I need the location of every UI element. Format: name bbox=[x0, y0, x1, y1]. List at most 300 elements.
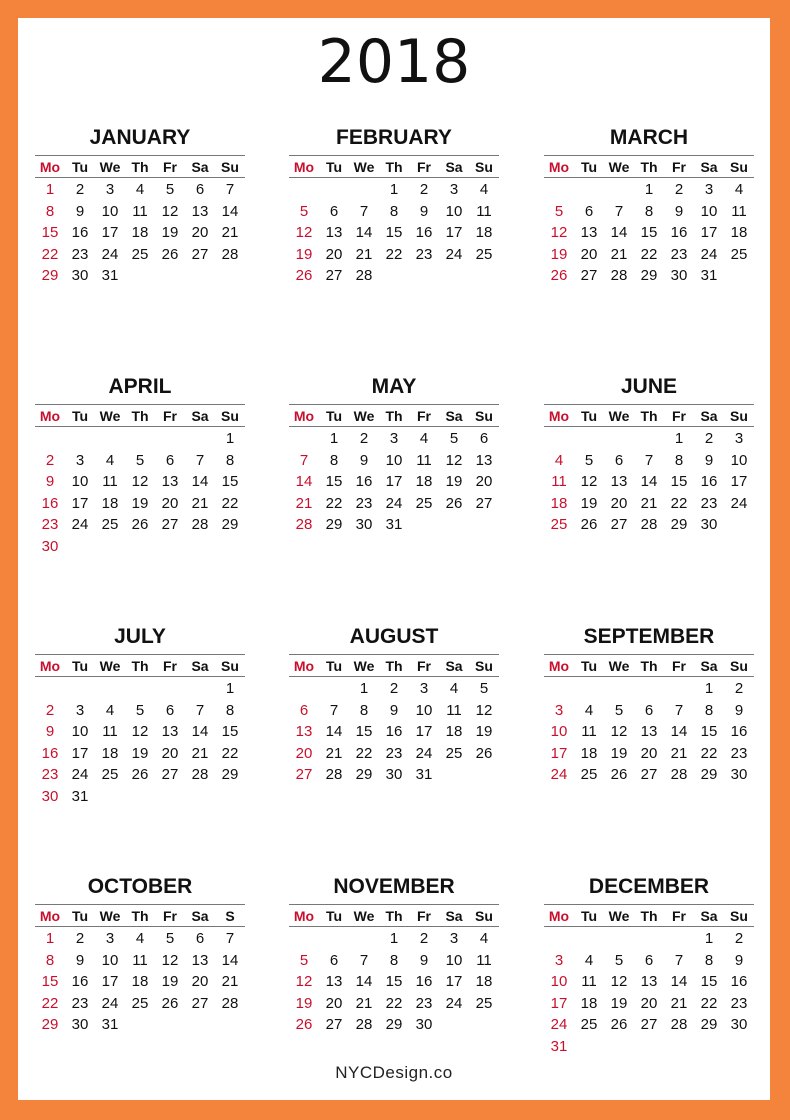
weekday-label: Su bbox=[221, 658, 239, 674]
day-cell: 29 bbox=[325, 516, 343, 533]
empty-cell bbox=[215, 265, 245, 287]
weekday-label: We bbox=[608, 408, 630, 424]
day-cell: 22 bbox=[325, 494, 343, 512]
week-row bbox=[35, 244, 245, 266]
day-cell: 14 bbox=[670, 973, 688, 990]
day-cell: 20 bbox=[640, 744, 658, 762]
weekday-label: Fr bbox=[417, 908, 431, 924]
day-cell: 22 bbox=[221, 494, 239, 512]
week-row bbox=[544, 678, 754, 700]
day-cell: 17 bbox=[71, 494, 89, 512]
day-cell: 20 bbox=[191, 224, 209, 241]
day-cell: 21 bbox=[295, 494, 313, 512]
weekday-label: Sa bbox=[445, 159, 463, 175]
empty-cell bbox=[439, 764, 469, 786]
empty-cell bbox=[215, 536, 245, 558]
day-cell: 15 bbox=[221, 723, 239, 740]
empty-cell bbox=[185, 428, 215, 450]
day-cell: 17 bbox=[415, 723, 433, 740]
day-cell: 26 bbox=[161, 994, 179, 1012]
day-cell: 7 bbox=[329, 701, 339, 719]
weekday-header bbox=[289, 655, 499, 677]
day-cell: 19 bbox=[580, 494, 598, 512]
day-cell: 5 bbox=[165, 181, 175, 198]
day-cell: 6 bbox=[614, 451, 624, 469]
day-cell: 13 bbox=[610, 473, 628, 490]
weekday-header bbox=[544, 156, 754, 178]
day-cell: 2 bbox=[674, 181, 684, 198]
day-cell: 11 bbox=[132, 951, 148, 969]
day-cell: 17 bbox=[385, 473, 403, 490]
day-cell: 27 bbox=[191, 245, 209, 263]
week-row bbox=[544, 514, 754, 536]
day-cell: 12 bbox=[161, 202, 179, 220]
weekday-label: Fr bbox=[163, 408, 177, 424]
day-cell: 15 bbox=[41, 973, 59, 990]
day-cell: 18 bbox=[445, 723, 463, 740]
day-cell: 14 bbox=[670, 723, 688, 740]
day-cell: 6 bbox=[479, 430, 489, 447]
day-cell: 1 bbox=[225, 680, 235, 697]
week-row bbox=[35, 721, 245, 743]
day-cell: 11 bbox=[476, 951, 492, 969]
weekday-label: Tu bbox=[580, 908, 598, 924]
month-name: DECEMBER bbox=[588, 875, 710, 898]
empty-cell bbox=[409, 265, 439, 287]
day-cell: 16 bbox=[355, 473, 373, 490]
day-cell: 19 bbox=[295, 245, 313, 263]
day-cell: 2 bbox=[704, 430, 714, 447]
weekday-label: Tu bbox=[580, 159, 598, 175]
day-cell: 6 bbox=[584, 202, 594, 220]
day-cell: 16 bbox=[700, 473, 718, 490]
empty-cell bbox=[604, 428, 634, 450]
day-cell: 5 bbox=[449, 430, 459, 447]
month-september bbox=[544, 620, 754, 786]
week-row bbox=[544, 222, 754, 244]
day-cell: 9 bbox=[389, 701, 399, 719]
day-cell: 18 bbox=[131, 224, 149, 241]
day-cell: 10 bbox=[700, 202, 718, 220]
day-cell: 2 bbox=[75, 181, 85, 198]
day-cell: 26 bbox=[610, 766, 628, 783]
day-cell: 14 bbox=[355, 224, 373, 241]
weekday-label: Sa bbox=[700, 658, 718, 674]
week-row bbox=[35, 201, 245, 223]
day-cell: 2 bbox=[419, 181, 429, 198]
weekday-label: Tu bbox=[71, 908, 89, 924]
weekday-label: We bbox=[353, 408, 375, 424]
day-cell: 28 bbox=[610, 267, 628, 284]
week-row bbox=[289, 743, 499, 765]
day-cell: 18 bbox=[475, 973, 493, 990]
weekday-label: We bbox=[99, 159, 121, 175]
day-cell: 5 bbox=[299, 202, 309, 220]
day-cell: 9 bbox=[704, 451, 714, 469]
day-cell: 12 bbox=[580, 473, 598, 490]
empty-cell bbox=[469, 514, 499, 536]
day-cell: 9 bbox=[674, 202, 684, 220]
day-cell: 23 bbox=[700, 494, 718, 512]
week-row bbox=[35, 222, 245, 244]
day-cell: 22 bbox=[385, 994, 403, 1012]
day-cell: 1 bbox=[704, 680, 714, 697]
week-row bbox=[35, 265, 245, 287]
day-cell: 20 bbox=[325, 994, 343, 1012]
day-cell: 22 bbox=[41, 994, 59, 1012]
day-cell: 15 bbox=[700, 723, 718, 740]
day-cell: 8 bbox=[389, 951, 399, 969]
day-cell: 15 bbox=[325, 473, 343, 490]
week-row bbox=[35, 493, 245, 515]
day-cell: 27 bbox=[161, 766, 179, 783]
weekday-label: Th bbox=[385, 159, 403, 175]
weekday-label: Sa bbox=[191, 159, 209, 175]
week-row bbox=[289, 514, 499, 536]
day-cell: 26 bbox=[475, 744, 493, 762]
weekday-label: Fr bbox=[672, 159, 686, 175]
week-row bbox=[35, 743, 245, 765]
day-cell: 12 bbox=[131, 473, 149, 490]
empty-cell bbox=[439, 265, 469, 287]
week-row bbox=[544, 928, 754, 950]
day-cell: 14 bbox=[640, 473, 658, 490]
day-cell: 8 bbox=[45, 202, 55, 220]
day-cell: 20 bbox=[610, 494, 628, 512]
site-credit: NYCDesign.co bbox=[335, 1063, 453, 1082]
day-cell: 2 bbox=[75, 930, 85, 947]
day-cell: 23 bbox=[415, 994, 433, 1012]
day-cell: 11 bbox=[581, 973, 597, 990]
day-cell: 27 bbox=[610, 516, 628, 533]
weekday-label: Su bbox=[730, 408, 748, 424]
day-cell: 24 bbox=[101, 245, 119, 263]
week-row bbox=[289, 928, 499, 950]
day-cell: 19 bbox=[550, 245, 568, 263]
day-cell: 14 bbox=[325, 723, 343, 740]
empty-cell bbox=[155, 428, 185, 450]
week-row bbox=[544, 493, 754, 515]
day-cell: 7 bbox=[359, 951, 369, 969]
day-cell: 7 bbox=[195, 701, 205, 719]
week-row bbox=[289, 244, 499, 266]
day-cell: 1 bbox=[45, 181, 55, 198]
day-cell: 12 bbox=[161, 951, 179, 969]
month-name: JUNE bbox=[620, 375, 678, 398]
weekday-label: Th bbox=[385, 408, 403, 424]
day-cell: 19 bbox=[295, 994, 313, 1012]
week-row bbox=[289, 700, 499, 722]
weekday-label: Fr bbox=[417, 658, 431, 674]
day-cell: 18 bbox=[475, 224, 493, 241]
empty-cell bbox=[469, 1014, 499, 1036]
day-cell: 3 bbox=[105, 930, 115, 947]
day-cell: 12 bbox=[445, 451, 463, 469]
empty-cell bbox=[664, 678, 694, 700]
weekday-label: Fr bbox=[672, 408, 686, 424]
day-cell: 7 bbox=[299, 451, 309, 469]
day-cell: 10 bbox=[71, 723, 89, 740]
day-cell: 12 bbox=[610, 723, 628, 740]
week-row bbox=[544, 265, 754, 287]
week-row bbox=[289, 265, 499, 287]
day-cell: 5 bbox=[479, 680, 489, 697]
day-cell: 29 bbox=[670, 516, 688, 533]
weekday-label: Th bbox=[640, 908, 658, 924]
day-cell: 5 bbox=[614, 701, 624, 719]
weekday-label: Fr bbox=[672, 658, 686, 674]
weekday-header bbox=[35, 405, 245, 427]
day-cell: 17 bbox=[101, 973, 119, 990]
empty-cell bbox=[125, 536, 155, 558]
weekday-header bbox=[35, 905, 245, 927]
day-cell: 25 bbox=[475, 245, 493, 263]
day-cell: 22 bbox=[700, 994, 718, 1012]
day-cell: 20 bbox=[580, 245, 598, 263]
day-cell: 3 bbox=[449, 930, 459, 947]
day-cell: 27 bbox=[325, 1016, 343, 1033]
day-cell: 3 bbox=[389, 430, 399, 447]
day-cell: 10 bbox=[730, 451, 748, 469]
day-cell: 28 bbox=[191, 516, 209, 533]
day-cell: 20 bbox=[475, 473, 493, 490]
day-cell: 22 bbox=[640, 245, 658, 263]
empty-cell bbox=[35, 678, 65, 700]
day-cell: 11 bbox=[731, 202, 747, 220]
day-cell: 16 bbox=[730, 723, 748, 740]
day-cell: 24 bbox=[445, 994, 463, 1012]
day-cell: 12 bbox=[610, 973, 628, 990]
day-cell: 21 bbox=[191, 494, 209, 512]
day-cell: 13 bbox=[325, 973, 343, 990]
day-cell: 8 bbox=[644, 202, 654, 220]
month-february bbox=[289, 121, 499, 287]
day-cell: 12 bbox=[550, 224, 568, 241]
week-row bbox=[544, 743, 754, 765]
empty-cell bbox=[289, 678, 319, 700]
empty-cell bbox=[694, 1036, 724, 1058]
day-cell: 31 bbox=[700, 267, 718, 284]
day-cell: 29 bbox=[41, 1016, 59, 1033]
day-cell: 29 bbox=[640, 267, 658, 284]
weekday-label: Su bbox=[730, 159, 748, 175]
empty-cell bbox=[409, 514, 439, 536]
month-name: JULY bbox=[114, 625, 166, 648]
empty-cell bbox=[574, 1036, 604, 1058]
day-cell: 30 bbox=[730, 1016, 748, 1033]
day-cell: 3 bbox=[704, 181, 714, 198]
empty-cell bbox=[469, 265, 499, 287]
day-cell: 21 bbox=[640, 494, 658, 512]
day-cell: 3 bbox=[554, 951, 564, 969]
weekday-header bbox=[544, 905, 754, 927]
day-cell: 7 bbox=[225, 181, 235, 198]
day-cell: 13 bbox=[325, 224, 343, 241]
weekday-label: Su bbox=[475, 908, 493, 924]
weekday-label: Su bbox=[221, 408, 239, 424]
day-cell: 17 bbox=[101, 224, 119, 241]
day-cell: 25 bbox=[445, 744, 463, 762]
day-cell: 16 bbox=[415, 224, 433, 241]
week-row bbox=[544, 244, 754, 266]
empty-cell bbox=[155, 536, 185, 558]
week-row bbox=[289, 428, 499, 450]
week-row bbox=[289, 1014, 499, 1036]
weekday-header bbox=[289, 905, 499, 927]
day-cell: 24 bbox=[71, 516, 89, 533]
month-december bbox=[544, 870, 754, 1057]
week-row bbox=[289, 493, 499, 515]
day-cell: 4 bbox=[419, 430, 429, 447]
day-cell: 10 bbox=[415, 701, 433, 719]
day-cell: 18 bbox=[730, 224, 748, 241]
empty-cell bbox=[724, 514, 754, 536]
day-cell: 24 bbox=[550, 766, 568, 783]
day-cell: 7 bbox=[674, 701, 684, 719]
empty-cell bbox=[349, 928, 379, 950]
day-cell: 7 bbox=[225, 930, 235, 947]
weekday-label: Tu bbox=[71, 159, 89, 175]
empty-cell bbox=[185, 786, 215, 808]
day-cell: 16 bbox=[71, 224, 89, 241]
empty-cell bbox=[469, 764, 499, 786]
empty-cell bbox=[95, 536, 125, 558]
weekday-label: Sa bbox=[700, 159, 718, 175]
week-row bbox=[35, 471, 245, 493]
day-cell: 30 bbox=[730, 766, 748, 783]
day-cell: 23 bbox=[41, 766, 59, 783]
weekday-label: Th bbox=[131, 658, 149, 674]
day-cell: 6 bbox=[329, 202, 339, 220]
day-cell: 18 bbox=[131, 973, 149, 990]
weekday-label: We bbox=[99, 408, 121, 424]
empty-cell bbox=[155, 678, 185, 700]
weekday-label: Mo bbox=[293, 159, 315, 175]
day-cell: 19 bbox=[131, 494, 149, 512]
day-cell: 8 bbox=[704, 701, 714, 719]
day-cell: 5 bbox=[135, 451, 145, 469]
weekday-label: Sa bbox=[445, 908, 463, 924]
day-cell: 6 bbox=[165, 451, 175, 469]
week-row bbox=[35, 514, 245, 536]
day-cell: 15 bbox=[41, 224, 59, 241]
empty-cell bbox=[574, 678, 604, 700]
empty-cell bbox=[544, 678, 574, 700]
day-cell: 25 bbox=[131, 245, 149, 263]
weekday-label: Th bbox=[385, 658, 403, 674]
day-cell: 31 bbox=[101, 1016, 119, 1033]
empty-cell bbox=[724, 265, 754, 287]
empty-cell bbox=[379, 265, 409, 287]
day-cell: 31 bbox=[550, 1037, 568, 1055]
day-cell: 19 bbox=[161, 973, 179, 990]
empty-cell bbox=[155, 786, 185, 808]
day-cell: 28 bbox=[355, 1016, 373, 1033]
day-cell: 15 bbox=[385, 973, 403, 990]
weekday-label: Su bbox=[730, 658, 748, 674]
week-row bbox=[35, 993, 245, 1015]
day-cell: 3 bbox=[449, 181, 459, 198]
empty-cell bbox=[574, 928, 604, 950]
weekday-label: Mo bbox=[39, 159, 61, 175]
day-cell: 26 bbox=[295, 267, 313, 284]
day-cell: 13 bbox=[161, 473, 179, 490]
day-cell: 6 bbox=[299, 701, 309, 719]
day-cell: 12 bbox=[295, 224, 313, 241]
day-cell: 11 bbox=[102, 723, 118, 740]
empty-cell bbox=[125, 678, 155, 700]
day-cell: 26 bbox=[580, 516, 598, 533]
weekday-label: Fr bbox=[163, 658, 177, 674]
day-cell: 28 bbox=[670, 766, 688, 783]
day-cell: 16 bbox=[415, 973, 433, 990]
day-cell: 19 bbox=[131, 744, 149, 762]
empty-cell bbox=[125, 265, 155, 287]
weekday-label: Sa bbox=[191, 658, 209, 674]
day-cell: 7 bbox=[644, 451, 654, 469]
day-cell: 17 bbox=[550, 744, 568, 762]
day-cell: 13 bbox=[640, 723, 658, 740]
day-cell: 30 bbox=[41, 787, 59, 805]
day-cell: 15 bbox=[221, 473, 239, 490]
day-cell: 17 bbox=[445, 224, 463, 241]
day-cell: 1 bbox=[329, 430, 339, 447]
day-cell: 27 bbox=[640, 766, 658, 783]
empty-cell bbox=[289, 179, 319, 201]
day-cell: 8 bbox=[359, 701, 369, 719]
day-cell: 2 bbox=[419, 930, 429, 947]
day-cell: 22 bbox=[355, 744, 373, 762]
day-cell: 9 bbox=[419, 951, 429, 969]
day-cell: 20 bbox=[325, 245, 343, 263]
day-cell: 20 bbox=[295, 744, 313, 762]
day-cell: 2 bbox=[45, 701, 55, 719]
month-october bbox=[35, 870, 245, 1036]
day-cell: 24 bbox=[700, 245, 718, 263]
day-cell: 22 bbox=[670, 494, 688, 512]
day-cell: 26 bbox=[131, 516, 149, 533]
day-cell: 1 bbox=[45, 930, 55, 947]
calendar-sheet bbox=[18, 18, 770, 1100]
day-cell: 25 bbox=[580, 766, 598, 783]
day-cell: 26 bbox=[610, 1016, 628, 1033]
day-cell: 22 bbox=[221, 744, 239, 762]
day-cell: 24 bbox=[101, 994, 119, 1012]
week-row bbox=[289, 971, 499, 993]
day-cell: 19 bbox=[610, 744, 628, 762]
day-cell: 26 bbox=[161, 245, 179, 263]
day-cell: 31 bbox=[415, 766, 433, 783]
day-cell: 25 bbox=[730, 245, 748, 263]
weekday-label: Sa bbox=[700, 408, 718, 424]
day-cell: 10 bbox=[385, 451, 403, 469]
day-cell: 5 bbox=[165, 930, 175, 947]
day-cell: 16 bbox=[385, 723, 403, 740]
day-cell: 16 bbox=[670, 224, 688, 241]
day-cell: 8 bbox=[704, 951, 714, 969]
day-cell: 11 bbox=[132, 202, 148, 220]
day-cell: 20 bbox=[161, 494, 179, 512]
month-name: OCTOBER bbox=[87, 875, 193, 898]
week-row bbox=[35, 536, 245, 558]
week-row bbox=[544, 764, 754, 786]
weekday-label: Fr bbox=[417, 408, 431, 424]
day-cell: 30 bbox=[415, 1016, 433, 1033]
day-cell: 28 bbox=[295, 516, 313, 533]
weekday-label: We bbox=[608, 159, 630, 175]
week-row bbox=[35, 971, 245, 993]
day-cell: 5 bbox=[554, 202, 564, 220]
